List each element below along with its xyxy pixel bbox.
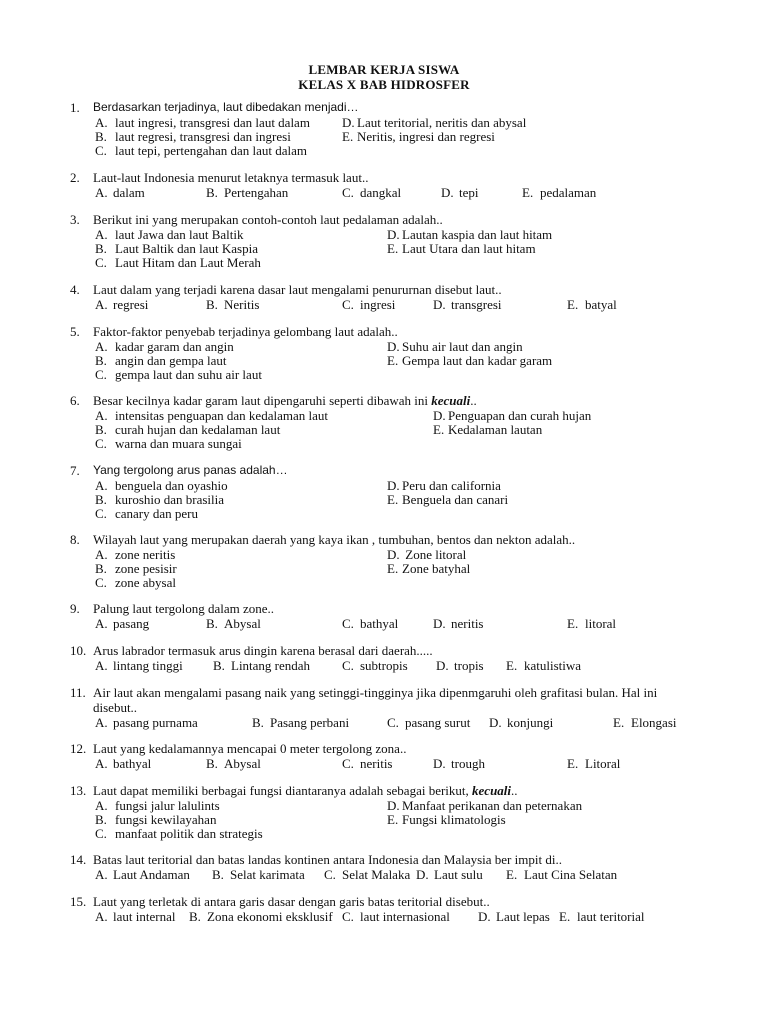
option-text: pasang surut (405, 715, 471, 730)
answer-option (95, 561, 177, 576)
answer-option (95, 506, 198, 521)
answer-option (95, 575, 176, 590)
option-text: bathyal (360, 616, 399, 631)
option-letter: B. (206, 297, 218, 312)
answer-option (387, 339, 523, 354)
option-letter: B. (95, 561, 107, 576)
answer-option (416, 867, 483, 882)
option-letter: C. (342, 297, 354, 312)
answer-option (342, 909, 450, 924)
answer-option (95, 339, 234, 354)
answer-option (95, 909, 175, 924)
question-text-main: Besar kecilnya kadar garam laut dipengaruhi seperti dibawah ini (93, 393, 432, 408)
question-keyword: kecuali (431, 393, 471, 408)
answer-option (95, 547, 175, 562)
question-number: 2. (70, 170, 80, 185)
option-text: neritis (451, 616, 484, 631)
answer-option (433, 297, 502, 312)
option-text: kuroshio dan brasilia (115, 492, 225, 507)
option-text: gempa laut dan suhu air laut (115, 367, 262, 382)
option-letter: A. (95, 798, 108, 813)
option-letter: C. (95, 506, 107, 521)
option-text: Zone batyhal (402, 561, 471, 576)
option-letter: A. (95, 616, 108, 631)
answer-option (324, 867, 410, 882)
option-letter: E. (387, 353, 399, 368)
option-text: laut tepi, pertengahan dan laut dalam (115, 143, 308, 158)
question-text (93, 324, 398, 339)
answer-option (95, 129, 291, 144)
answer-option (213, 658, 310, 673)
answer-option (387, 241, 536, 256)
option-letter: E. (506, 658, 518, 673)
question-number: 5. (70, 324, 80, 339)
question-number: 15. (70, 894, 87, 909)
question-text (93, 212, 443, 227)
option-text: neritis (360, 756, 393, 771)
option-text: kadar garam dan angin (115, 339, 234, 354)
option-text: lintang tinggi (113, 658, 183, 673)
option-text: pasang (113, 616, 150, 631)
answer-option (387, 798, 582, 813)
option-letter: C. (342, 909, 354, 924)
option-letter: C. (95, 367, 107, 382)
question-text-main: Berdasarkan terjadinya, laut dibedakan menjadi… (93, 100, 359, 114)
option-letter: D. (387, 478, 400, 493)
option-letter: B. (189, 909, 201, 924)
option-letter: D. (441, 185, 454, 200)
option-text: Laut Baltik dan laut Kaspia (115, 241, 258, 256)
option-text: intensitas penguapan dan kedalaman laut (115, 408, 328, 423)
answer-option (342, 616, 398, 631)
answer-option (478, 909, 550, 924)
option-text: fungsi jalur lalulints (115, 798, 220, 813)
answer-option (95, 367, 262, 382)
answer-option (342, 658, 408, 673)
answer-option (342, 115, 526, 130)
answer-option (387, 478, 501, 493)
option-letter: A. (95, 185, 108, 200)
question-number: 3. (70, 212, 80, 227)
question-number: 12. (70, 741, 87, 756)
option-letter: E. (567, 616, 579, 631)
answer-option (433, 756, 485, 771)
option-letter: A. (95, 547, 108, 562)
question-number: 6. (70, 393, 80, 408)
answer-option (206, 297, 259, 312)
option-letter: C. (342, 756, 354, 771)
option-letter: D. (387, 798, 400, 813)
option-text: trough (451, 756, 485, 771)
option-text: katulistiwa (524, 658, 582, 673)
answer-option (342, 756, 393, 771)
answer-option (506, 867, 617, 882)
answer-option (95, 756, 151, 771)
answer-option (387, 547, 466, 562)
question-text (93, 282, 502, 297)
answer-option (489, 715, 553, 730)
option-text: laut teritorial (577, 909, 645, 924)
option-text: zone neritis (115, 547, 176, 562)
option-text: Elongasi (631, 715, 677, 730)
option-letter: D. (342, 115, 355, 130)
question-text-continued: disebut.. (93, 700, 138, 715)
option-text: ingresi (360, 297, 396, 312)
question-number: 9. (70, 601, 80, 616)
option-letter: D. (433, 297, 446, 312)
worksheet-subtitle: KELAS X BAB HIDROSFER (298, 77, 470, 92)
question-number: 1. (70, 100, 80, 115)
option-letter: B. (212, 867, 224, 882)
question-number: 10. (70, 643, 87, 658)
option-text: tropis (454, 658, 484, 673)
question-text (93, 170, 368, 185)
option-text: Penguapan dan curah hujan (448, 408, 592, 423)
answer-option (95, 478, 228, 493)
question-text-end: .. (470, 393, 477, 408)
option-letter: C. (95, 143, 107, 158)
option-letter: D. (489, 715, 502, 730)
option-letter: D. (387, 547, 400, 562)
option-text: fungsi kewilayahan (115, 812, 217, 827)
option-letter: A. (95, 408, 108, 423)
answer-option (387, 715, 470, 730)
answer-option (252, 715, 349, 730)
question-text-main: Faktor-faktor penyebab terjadinya gelombang laut adalah.. (93, 324, 398, 339)
question-number: 11. (70, 685, 86, 700)
question-text-main: Air laut akan mengalami pasang naik yang setinggi-tingginya jika dipenmgaruhi oleh grafitasi bulan. Hal ini (93, 685, 658, 700)
answer-option (95, 185, 145, 200)
option-text: Selat Malaka (342, 867, 411, 882)
option-letter: E. (387, 812, 399, 827)
question-text-main: Laut-laut Indonesia menurut letaknya termasuk laut.. (93, 170, 369, 185)
option-letter: C. (342, 658, 354, 673)
option-letter: A. (95, 297, 108, 312)
answer-option (95, 143, 307, 158)
option-text: tepi (459, 185, 479, 200)
question-text (93, 532, 575, 547)
option-letter: C. (387, 715, 399, 730)
question-text-main: Batas laut teritorial dan batas landas kontinen antara Indonesia dan Malaysia ber impit di.. (93, 852, 562, 867)
option-letter: A. (95, 115, 108, 130)
question-text (93, 643, 433, 658)
option-letter: C. (324, 867, 336, 882)
option-text: Litoral (585, 756, 621, 771)
option-text: manfaat politik dan strategis (115, 826, 263, 841)
option-text: Lautan kaspia dan laut hitam (402, 227, 553, 242)
option-text: Kedalaman lautan (448, 422, 543, 437)
option-text: batyal (585, 297, 617, 312)
answer-option (387, 812, 506, 827)
answer-option (387, 353, 552, 368)
option-letter: B. (95, 129, 107, 144)
option-text: Abysal (224, 616, 261, 631)
option-letter: A. (95, 478, 108, 493)
option-letter: D. (433, 616, 446, 631)
question-text (93, 894, 490, 909)
question-number: 4. (70, 282, 80, 297)
question-number: 14. (70, 852, 87, 867)
option-text: Abysal (224, 756, 261, 771)
answer-option (206, 756, 261, 771)
answer-option (506, 658, 581, 673)
question-text (93, 393, 477, 408)
option-text: dalam (113, 185, 145, 200)
answer-option (206, 185, 288, 200)
question-text (93, 601, 274, 616)
option-text: Laut Cina Selatan (524, 867, 618, 882)
option-letter: B. (95, 241, 107, 256)
option-text: zone abysal (115, 575, 177, 590)
option-letter: A. (95, 227, 108, 242)
option-text: konjungi (507, 715, 554, 730)
option-text: Gempa laut dan kadar garam (402, 353, 553, 368)
answer-option (436, 658, 484, 673)
option-letter: E. (567, 297, 579, 312)
answer-option (387, 227, 552, 242)
answer-option (95, 715, 198, 730)
answer-option (387, 492, 508, 507)
answer-option (433, 422, 542, 437)
option-letter: B. (95, 422, 107, 437)
answer-option (95, 255, 261, 270)
question-text-main: Palung laut tergolong dalam zone.. (93, 601, 274, 616)
question-text-main: Wilayah laut yang merupakan daerah yang kaya ikan , tumbuhan, bentos dan nekton adalah.. (93, 532, 576, 547)
option-text: laut internasional (360, 909, 450, 924)
option-letter: E. (433, 422, 445, 437)
question-text-main: Berikut ini yang merupakan contoh-contoh laut pedalaman adalah.. (93, 212, 443, 227)
option-letter: B. (95, 353, 107, 368)
option-letter: A. (95, 909, 108, 924)
option-letter: D. (387, 339, 400, 354)
option-text: Pertengahan (224, 185, 289, 200)
option-text: transgresi (451, 297, 502, 312)
option-letter: D. (387, 227, 400, 242)
option-text: Zone litoral (402, 547, 467, 562)
option-text: Laut Andaman (113, 867, 190, 882)
option-text: Lintang rendah (231, 658, 311, 673)
option-text: Neritis (224, 297, 260, 312)
option-letter: C. (95, 436, 107, 451)
option-letter: E. (567, 756, 579, 771)
option-text: Selat karimata (230, 867, 305, 882)
question-text (93, 100, 359, 115)
option-letter: D. (433, 756, 446, 771)
option-letter: A. (95, 658, 108, 673)
answer-option (387, 561, 470, 576)
option-letter: C. (95, 255, 107, 270)
option-text: zone pesisir (115, 561, 177, 576)
option-letter: A. (95, 756, 108, 771)
option-text: regresi (113, 297, 149, 312)
option-text: warna dan muara sungai (115, 436, 242, 451)
option-text: pedalaman (540, 185, 597, 200)
option-letter: A. (95, 715, 108, 730)
answer-option (342, 185, 401, 200)
option-text: laut Jawa dan laut Baltik (115, 227, 244, 242)
option-text: laut ingresi, transgresi dan laut dalam (115, 115, 310, 130)
question-text (93, 463, 288, 478)
answer-option (95, 492, 224, 507)
option-letter: B. (206, 185, 218, 200)
answer-option (95, 616, 149, 631)
option-text: angin dan gempa laut (115, 353, 227, 368)
worksheet-title: LEMBAR KERJA SISWA (308, 62, 460, 77)
question-text-main: Yang tergolong arus panas adalah… (93, 463, 288, 477)
option-text: Benguela dan canari (402, 492, 509, 507)
option-text: Laut sulu (434, 867, 483, 882)
option-text: bathyal (113, 756, 152, 771)
option-text: Zona ekonomi eksklusif (207, 909, 333, 924)
question-text-main: Arus labrador termasuk arus dingin karena berasal dari daerah..... (93, 643, 433, 658)
option-text: Pasang perbani (270, 715, 350, 730)
option-letter: E. (387, 492, 399, 507)
option-letter: A. (95, 339, 108, 354)
answer-option (95, 798, 220, 813)
answer-option (95, 408, 328, 423)
answer-option (95, 436, 242, 451)
option-letter: E. (387, 241, 399, 256)
answer-option (95, 227, 244, 242)
option-letter: E. (506, 867, 518, 882)
answer-option (95, 241, 258, 256)
option-text: Fungsi klimatologis (402, 812, 506, 827)
answer-option (95, 658, 183, 673)
option-text: Suhu air laut dan angin (402, 339, 523, 354)
option-letter: C. (95, 826, 107, 841)
answer-option (206, 616, 261, 631)
option-text: curah hujan dan kedalaman laut (115, 422, 281, 437)
answer-option (433, 408, 591, 423)
option-text: pasang purnama (113, 715, 198, 730)
answer-option (95, 867, 190, 882)
answer-option (567, 756, 620, 771)
option-letter: B. (206, 756, 218, 771)
option-text: laut regresi, transgresi dan ingresi (115, 129, 291, 144)
option-letter: C. (342, 185, 354, 200)
option-letter: E. (342, 129, 354, 144)
answer-option (559, 909, 645, 924)
answer-option (212, 867, 305, 882)
option-letter: E. (387, 561, 399, 576)
answer-option (95, 812, 216, 827)
option-text: subtropis (360, 658, 408, 673)
option-text: Manfaat perikanan dan peternakan (402, 798, 583, 813)
question-text-main: Laut dalam yang terjadi karena dasar laut mengalami penururnan disebut laut.. (93, 282, 502, 297)
answer-option (613, 715, 677, 730)
option-letter: D. (478, 909, 491, 924)
option-text: benguela dan oyashio (115, 478, 228, 493)
answer-option (95, 353, 227, 368)
answer-option (95, 422, 280, 437)
answer-option (95, 297, 148, 312)
option-letter: B. (213, 658, 225, 673)
option-text: Laut lepas (496, 909, 550, 924)
option-letter: B. (95, 492, 107, 507)
option-letter: B. (95, 812, 107, 827)
question-text-main: Laut dapat memiliki berbagai fungsi diantaranya adalah sebagai berikut, (93, 783, 473, 798)
option-letter: E. (522, 185, 534, 200)
option-text: canary dan peru (115, 506, 199, 521)
question-text-main: Laut yang kedalamannya mencapai 0 meter tergolong zona.. (93, 741, 407, 756)
question-number: 7. (70, 463, 80, 478)
answer-option (189, 909, 333, 924)
question-text-end: .. (511, 783, 518, 798)
option-text: Laut Utara dan laut hitam (402, 241, 536, 256)
option-letter: D. (436, 658, 449, 673)
question-text (93, 783, 518, 798)
question-number: 8. (70, 532, 80, 547)
answer-option (95, 826, 263, 841)
answer-option (522, 185, 596, 200)
answer-option (95, 115, 310, 130)
option-letter: C. (342, 616, 354, 631)
option-text: dangkal (360, 185, 402, 200)
question-number: 13. (70, 783, 87, 798)
option-text: Neritis, ingresi dan regresi (357, 129, 495, 144)
option-letter: A. (95, 867, 108, 882)
option-text: Laut teritorial, neritis dan abysal (357, 115, 527, 130)
option-letter: C. (95, 575, 107, 590)
option-text: litoral (585, 616, 617, 631)
option-letter: D. (416, 867, 429, 882)
option-letter: D. (433, 408, 446, 423)
question-text (93, 852, 562, 867)
option-letter: B. (252, 715, 264, 730)
answer-option (567, 297, 617, 312)
answer-option (342, 129, 495, 144)
question-text-main: Laut yang terletak di antara garis dasar dengan garis batas teritorial disebut.. (93, 894, 490, 909)
option-letter: E. (613, 715, 625, 730)
question-keyword: kecuali (472, 783, 512, 798)
question-text (93, 741, 406, 756)
answer-option (441, 185, 479, 200)
option-letter: E. (559, 909, 571, 924)
answer-option (433, 616, 484, 631)
option-text: laut internal (113, 909, 176, 924)
option-letter: B. (206, 616, 218, 631)
answer-option (567, 616, 616, 631)
option-text: Peru dan california (402, 478, 501, 493)
question-text (93, 685, 657, 700)
option-text: Laut Hitam dan Laut Merah (115, 255, 261, 270)
answer-option (342, 297, 395, 312)
